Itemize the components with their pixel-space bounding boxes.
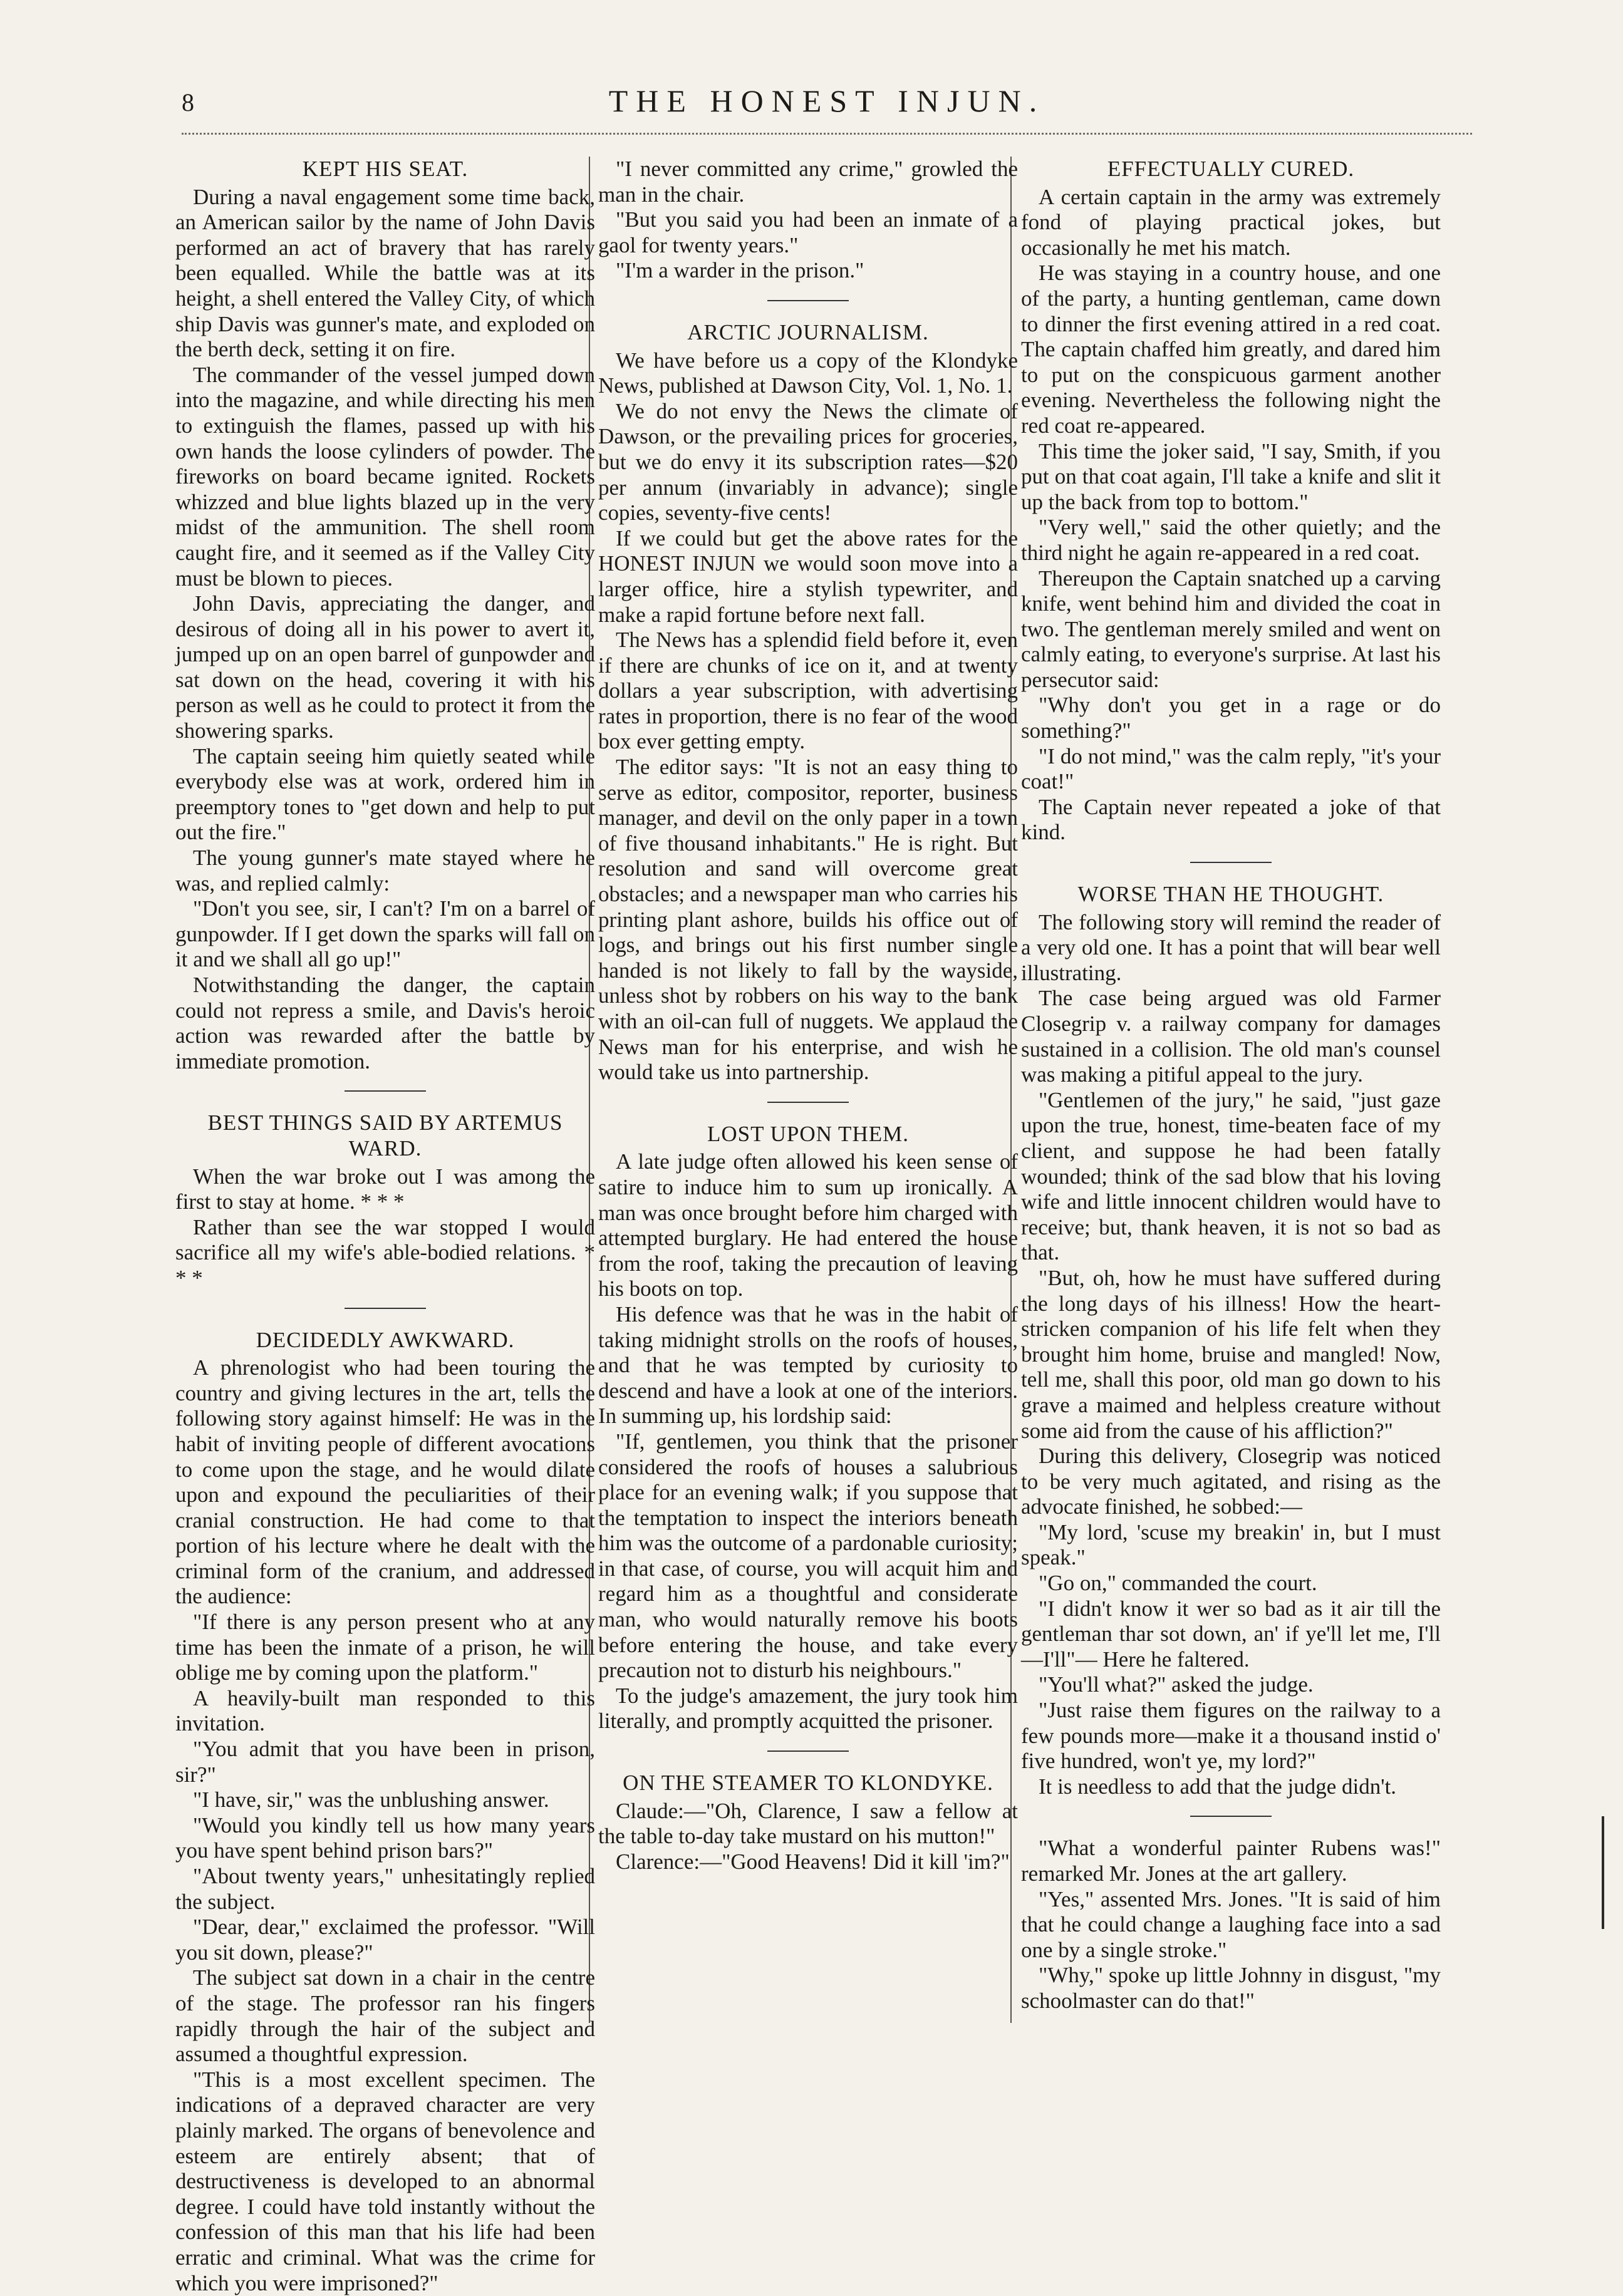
article-paragraph: "My lord, 'scuse my breakin' in, but I must speak.": [1021, 1519, 1441, 1570]
article-paragraph: If we could but get the above rates for the HONEST INJUN we would soon move into a larger office, hire a stylish typewriter, and make a rapid fortune before next fall.: [598, 525, 1018, 627]
article-paragraph: "You'll what?" asked the judge.: [1039, 1672, 1314, 1697]
article-paragraph: We do not envy the News the climate of Dawson, or the prevailing prices for groceries, but we do envy it its subscription rates—$20 per annum (invariably in advance); single copies, seventy-five cents!: [598, 398, 1018, 525]
section-divider: [767, 300, 849, 301]
article-paragraph: This time the joker said, "I say, Smith, if you put on that coat again, I'll take a knife and slit it up the back from top to bottom.": [1021, 438, 1441, 514]
article-paragraph: Notwithstanding the danger, the captain could not repress a smile, and Davis's heroic action was rewarded after the battle by immediate promotion.: [175, 973, 595, 1073]
header-rule: [182, 133, 1472, 135]
article-paragraph: "Go on," commanded the court.: [1039, 1571, 1317, 1596]
article-paragraph: The following story will remind the reader of a very old one. It has a point that will bear well illustrating.: [1021, 909, 1441, 985]
article-paragraph: "Why," spoke up little Johnny in disgust, "my schoolmaster can do that!": [1021, 1963, 1441, 2013]
article-paragraph: The case being argued was old Farmer Closegrip v. a railway company for damages sustained in a collision. The old man's counsel was making a pitiful appeal to the jury.: [1021, 986, 1441, 1087]
article-paragraph: A certain captain in the army was extremely fond of playing practical jokes, but occasionally he met his match.: [1021, 184, 1441, 260]
column-1: [175, 157, 595, 2296]
section-divider: [1190, 862, 1272, 863]
article-paragraph: The young gunner's mate stayed where he was, and replied calmly:: [175, 845, 595, 896]
article-paragraph: The Captain never repeated a joke of that kind.: [1021, 794, 1441, 845]
article-paragraph: "You admit that you have been in prison, sir?": [175, 1737, 595, 1787]
article-paragraph: The captain seeing him quietly seated while everybody else was at work, ordered him in preemptory tones to "get down and help to put out the fire.": [175, 743, 595, 845]
article-title: KEPT HIS SEAT.: [302, 157, 469, 181]
article-title: ARCTIC JOURNALISM.: [687, 319, 929, 344]
newspaper-title: THE HONEST INJUN.: [608, 83, 1045, 118]
article-paragraph: Claude:—"Oh, Clarence, I saw a fellow at the table to-day take mustard on his mutton!": [598, 1798, 1018, 1849]
article-paragraph: It is needless to add that the judge didn't.: [1039, 1774, 1397, 1799]
section-divider: [345, 1090, 426, 1092]
article-title: EFFECTUALLY CURED.: [1107, 157, 1355, 181]
article-paragraph: Clarence:—"Good Heavens! Did it kill 'im?": [616, 1849, 1010, 1874]
article-paragraph: He was staying in a country house, and one of the party, a hunting gentleman, came down to dinner the first evening attired in a red coat. The captain chaffed him greatly, and dared him to put on the conspicuous garment another evening. Nevertheless the following night the red coat re-appeared.: [1021, 261, 1441, 438]
article-paragraph: "This is a most excellent specimen. The indications of a depraved character are very plainly marked. The organs of benevolence and esteem are entirely absent; that of destructiveness is developed to an abnormal degree. I could have told instantly without the confession of this man that his life had been erratic and criminal. What was the crime for which you were imprisoned?": [175, 2067, 595, 2295]
article-paragraph: The News has a splendid field before it, even if there are chunks of ice on it, and at twenty dollars a year subscription, with advertising rates in proportion, there is no fear of the wood box ever getting empty.: [598, 628, 1018, 754]
article-paragraph: "I do not mind," was the calm reply, "it's your coat!": [1021, 743, 1441, 794]
section-divider: [1190, 1816, 1272, 1817]
article-paragraph: "But you said you had been an inmate of a gaol for twenty years.": [598, 207, 1018, 257]
article-paragraph: "Don't you see, sir, I can't? I'm on a barrel of gunpowder. If I get down the sparks will fall on it and we shall all go up!": [175, 896, 595, 972]
column-3: [1021, 157, 1441, 2014]
article-paragraph: "Gentlemen of the jury," he said, "just gaze upon the true, honest, time-beaten face of my client, and suppose he had been fatally wounded; think of the sad blow that his loving wife and little innocent children would have to receive; but, thank heaven, it is not so bad as that.: [1021, 1087, 1441, 1265]
article-paragraph: We have before us a copy of the Klondyke News, published at Dawson City, Vol. 1, No. 1.: [598, 348, 1018, 398]
masthead: [182, 83, 1472, 132]
article-paragraph: A phrenologist who had been touring the country and giving lectures in the art, tells the following story against himself: He was in the habit of inviting people of different avocations to come upon the stage, and he would dilate upon and expound the peculiarities of their cranial construction. He had come to that portion of his lecture where he dealt with the criminal form of the cranium, and addressed the audience:: [175, 1355, 595, 1609]
article-paragraph: "I have, sir," was the unblushing answer.: [193, 1787, 549, 1812]
article-paragraph: "I never committed any crime," growled the man in the chair.: [598, 157, 1018, 207]
article-paragraph: Rather than see the war stopped I would sacrifice all my wife's able-bodied relations. * * *: [175, 1214, 595, 1290]
article-title: WORSE THAN HE THOUGHT.: [1077, 882, 1384, 907]
article-paragraph: "Just raise them figures on the railway to a few pounds more—make it a thousand instid o' five hundred, won't ye, my lord?": [1021, 1698, 1441, 1774]
article-paragraph: To the judge's amazement, the jury took him literally, and promptly acquitted the prisoner.: [598, 1683, 1018, 1734]
article-title: DECIDEDLY AWKWARD.: [256, 1327, 515, 1352]
article-paragraph: "About twenty years," unhesitatingly replied the subject.: [175, 1864, 595, 1914]
article-paragraph: The subject sat down in a chair in the centre of the stage. The professor ran his fingers rapidly through the hair of the subject and assumed a thoughtful expression.: [175, 1965, 595, 2067]
article-paragraph: "I'm a warder in the prison.": [616, 258, 864, 283]
article-paragraph: Thereupon the Captain snatched up a carving knife, went behind him and divided the coat in two. The gentleman merely smiled and went on calmly eating, to everyone's surprise. At last his persecutor said:: [1021, 566, 1441, 692]
article-paragraph: When the war broke out I was among the first to stay at home. * * *: [175, 1164, 595, 1214]
article-paragraph: "Yes," assented Mrs. Jones. "It is said of him that he could change a laughing face into a sad one by a single stroke.": [1021, 1886, 1441, 1962]
article-paragraph: "What a wonderful painter Rubens was!" remarked Mr. Jones at the art gallery.: [1021, 1836, 1441, 1886]
section-divider: [767, 1102, 849, 1103]
article-paragraph: "I didn't know it wer so bad as it air till the gentleman thar sot down, an' if ye'll let me, I'll—I'll"— Here he faltered.: [1021, 1596, 1441, 1672]
article-paragraph: A heavily-built man responded to this invitation.: [175, 1685, 595, 1736]
article-title: BEST THINGS SAID BY ARTEMUS WARD.: [207, 1110, 563, 1161]
article-paragraph: "If there is any person present who at any time has been the inmate of a prison, he will oblige me by coming upon the platform.": [175, 1610, 595, 1685]
article-paragraph: "Would you kindly tell us how many years you have spent behind prison bars?": [175, 1812, 595, 1863]
article-paragraph: His defence was that he was in the habit of taking midnight strolls on the roofs of houses, and that he was tempted by curiosity to descend and have a look at one of the interiors. In summing up, his lordship said:: [598, 1301, 1018, 1429]
article-paragraph: The editor says: "It is not an easy thing to serve as editor, compositor, reporter, business manager, and devil on the only paper in a town of five thousand inhabitants." He is right. But resolution and sand will overcome great obstacles; and a newspaper man who carries his printing plant ashore, builds his office out of logs, and brings out his first number single handed is not likely to fall by the wayside, unless shot by robbers on his way to the bank with an oil-can full of nuggets. We applaud the News man for his enterprise, and wish he would take us into partnership.: [598, 755, 1018, 1085]
page-number: 8: [182, 88, 194, 116]
article-paragraph: A late judge often allowed his keen sense of satire to induce him to sum up ironically. A man was once brought before him charged with attempted burglary. He had entered the house from the roof, taking the precaution of leaving his boots on top.: [598, 1149, 1018, 1301]
article-paragraph: "Dear, dear," exclaimed the professor. "Will you sit down, please?": [175, 1915, 595, 1965]
article-paragraph: "If, gentlemen, you think that the prisoner considered the roofs of houses a salubrious place for an evening walk; if you suppose that the temptation to inspect the interiors beneath him was the outcome of a pardonable curiosity; in that case, of course, you will acquit him and regard him as a thoughtful and considerate man, who would naturally remove his boots before entering the house, and take every precaution not to disturb his neighbours.": [598, 1429, 1018, 1683]
article-paragraph: "But, oh, how he must have suffered during the long days of his illness! How the heart-stricken companion of his life felt when they brought him home, bruise and mangled! Now, tell me, shall this poor, old man go down to his grave a maimed and helpless creature without some aid from the cause of his affliction?": [1021, 1265, 1441, 1443]
article-paragraph: The commander of the vessel jumped down into the magazine, and while directing his men to extinguish the flames, passed up with his own hands the loose cylinders of powder. The fireworks on board became ignited. Rockets whizzed and blue lights blazed up in the very midst of the ammunition. The shell room caught fire, and it seemed as if the Valley City must be blown to pieces.: [175, 362, 595, 591]
page-edge-mark: [1602, 1816, 1604, 1929]
article-paragraph: During this delivery, Closegrip was noticed to be very much agitated, and rising as the advocate finished, he sobbed:—: [1021, 1444, 1441, 1519]
article-title: ON THE STEAMER TO KLONDYKE.: [623, 1771, 993, 1796]
article-title: LOST UPON THEM.: [707, 1121, 909, 1146]
section-divider: [767, 1750, 849, 1752]
column-2: [598, 157, 1018, 1875]
article-paragraph: "Very well," said the other quietly; and the third night he again re-appeared in a red coat.: [1021, 515, 1441, 565]
article-paragraph: During a naval engagement some time back, an American sailor by the name of John Davis performed an act of bravery that has rarely been equalled. While the battle was at its height, a shell entered the Valley City, of which ship Davis was gunner's mate, and exploded on the berth deck, setting it on fire.: [175, 184, 595, 362]
article-paragraph: "Why don't you get in a rage or do something?": [1021, 693, 1441, 743]
article-paragraph: John Davis, appreciating the danger, and desirous of doing all in his power to avert it, jumped up on an open barrel of gunpowder and sat down on the head, covering it with his person as well as he could to protect it from the showering sparks.: [175, 591, 595, 743]
section-divider: [345, 1308, 426, 1309]
